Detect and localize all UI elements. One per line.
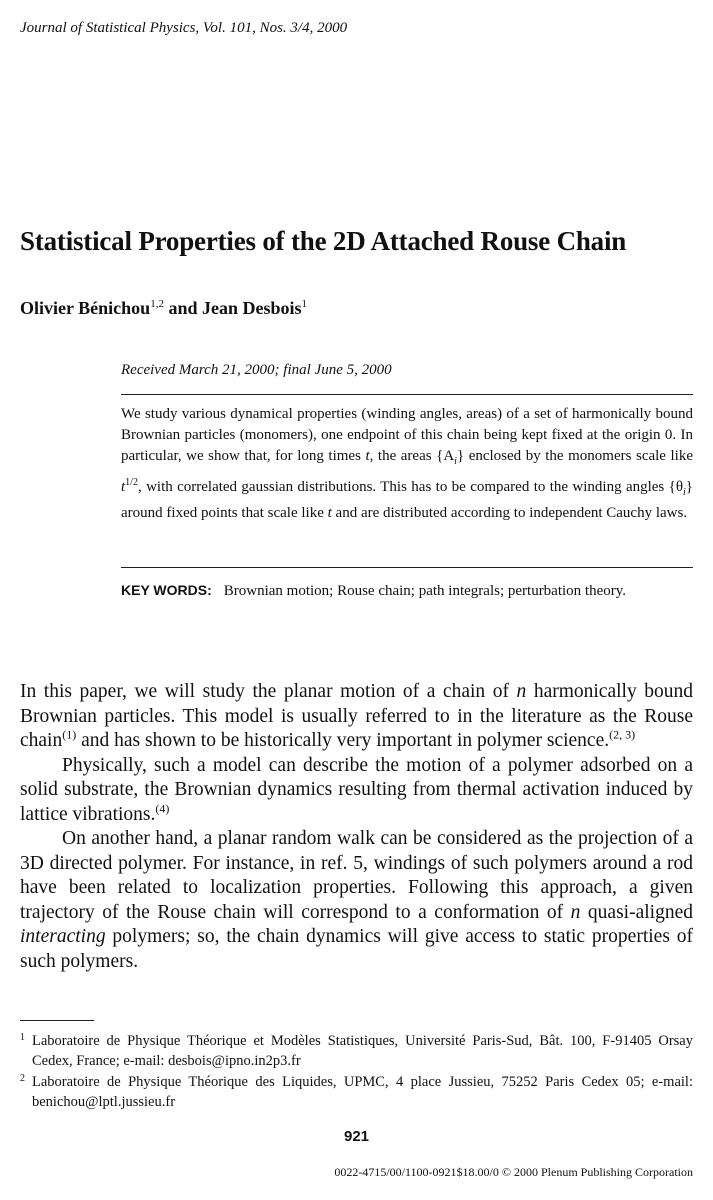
text-run: quasi-aligned — [580, 901, 693, 923]
footnote-2 — [20, 1072, 693, 1112]
keywords-top-rule — [121, 567, 693, 568]
text-run: In this paper, we will study the planar motion of a chain of — [20, 681, 517, 702]
citation: (1) — [62, 727, 77, 742]
paragraph — [20, 754, 693, 828]
abstract-text: , with correlated gaussian distributions. This has to be compared to the winding angles — [137, 479, 669, 495]
math-t: t — [365, 448, 370, 464]
abstract-text: around fixed points that scale like — [121, 505, 328, 521]
received-date: Received March 21, 2000; final June 5, 2000 — [121, 362, 392, 378]
page-number: 921 — [343, 1128, 370, 1145]
math-exponent: 1/2 — [125, 477, 138, 488]
footnote-text: Laboratoire de Physique Théorique des Liquides, UPMC, 4 place Jussieu, 75252 Paris Cedex 05; e-mail: benichou@lptl.jussieu.fr — [32, 1074, 693, 1110]
body-text — [20, 680, 693, 974]
math-n: n — [570, 901, 581, 923]
abstract-top-rule — [121, 394, 693, 395]
text-run: polymers; so, the chain dynamics will give access to static properties of such polymers. — [20, 926, 693, 972]
abstract-text: enclosed by the monomers scale like — [464, 448, 693, 464]
math-areas: {A — [436, 448, 455, 464]
math-t: t — [327, 505, 332, 521]
footnote-rule — [20, 1020, 94, 1021]
math-brace: } — [685, 479, 693, 495]
abstract-text: and are distributed according to independent Cauchy laws. — [331, 505, 688, 521]
abstract-text: We study various dynamical properties (winding angles, areas) of a set of harmonically bound Brownian particles (monomers), one endpoint of this chain being kept fixed at the origin 0. In particular, we show that, for long times — [121, 406, 693, 464]
math-t: t — [121, 479, 126, 495]
text-run: and has shown to be historically very important in polymer science. — [76, 730, 610, 751]
citation: (4) — [155, 801, 170, 815]
keywords-text: Brownian motion; Rouse chain; path integrals; perturbation theory. — [223, 583, 627, 599]
journal-header: Journal of Statistical Physics, Vol. 101, Nos. 3/4, 2000 — [20, 20, 348, 36]
math-subscript: i — [683, 487, 686, 498]
author-conjunction: and — [168, 298, 198, 318]
math-n: n — [516, 681, 527, 702]
author-benichou: Olivier Bénichou — [20, 298, 151, 318]
author-benichou-affiliation: 1,2 — [150, 298, 164, 310]
footnote-number: 1 — [20, 1032, 25, 1043]
author-desbois: Jean Desbois — [201, 298, 302, 318]
paragraph — [20, 680, 693, 754]
citation: (2, 3) — [609, 727, 636, 742]
keywords-label: KEY WORDS: — [121, 582, 212, 598]
footnote-number: 2 — [20, 1073, 25, 1084]
author-line — [20, 298, 307, 319]
author-desbois-affiliation: 1 — [301, 298, 307, 310]
text-run: Physically, such a model can describe the motion of a polymer adsorbed on a solid substrate, the Brownian dynamics resulting from thermal activation induced by lattice vibrations. — [20, 754, 693, 825]
footnote-text: Laboratoire de Physique Théorique et Modèles Statistiques, Université Paris-Sud, Bât. 100, F-91405 Orsay Cedex, France; e-mail: desbois@ipno.in2p3.fr — [32, 1033, 693, 1069]
keywords — [121, 580, 693, 602]
math-theta: {θ — [668, 479, 684, 495]
article-title: Statistical Properties of the 2D Attached Rouse Chain — [20, 226, 627, 256]
copyright-line: 0022-4715/00/1100-0921$18.00/0 © 2000 Plenum Publishing Corporation — [334, 1165, 693, 1179]
text-run: On another hand, a planar random walk can be considered as the projection of a 3D directed polymer. For instance, in ref. 5, windings of such polymers around a rod have been related to localization properties. Following this approach, a given trajectory of the Rouse chain will correspond to a conformation of — [20, 828, 693, 923]
paragraph — [20, 827, 693, 974]
math-brace: } — [456, 448, 465, 464]
emphasis: interacting — [20, 926, 106, 947]
text-run: harmonically bound Brownian particles. This model is usually referred to in the literature as the Rouse chain — [20, 681, 694, 751]
math-subscript: i — [454, 456, 457, 467]
footnote-1 — [20, 1031, 693, 1071]
abstract — [121, 404, 693, 524]
abstract-text: , the areas — [369, 448, 437, 464]
